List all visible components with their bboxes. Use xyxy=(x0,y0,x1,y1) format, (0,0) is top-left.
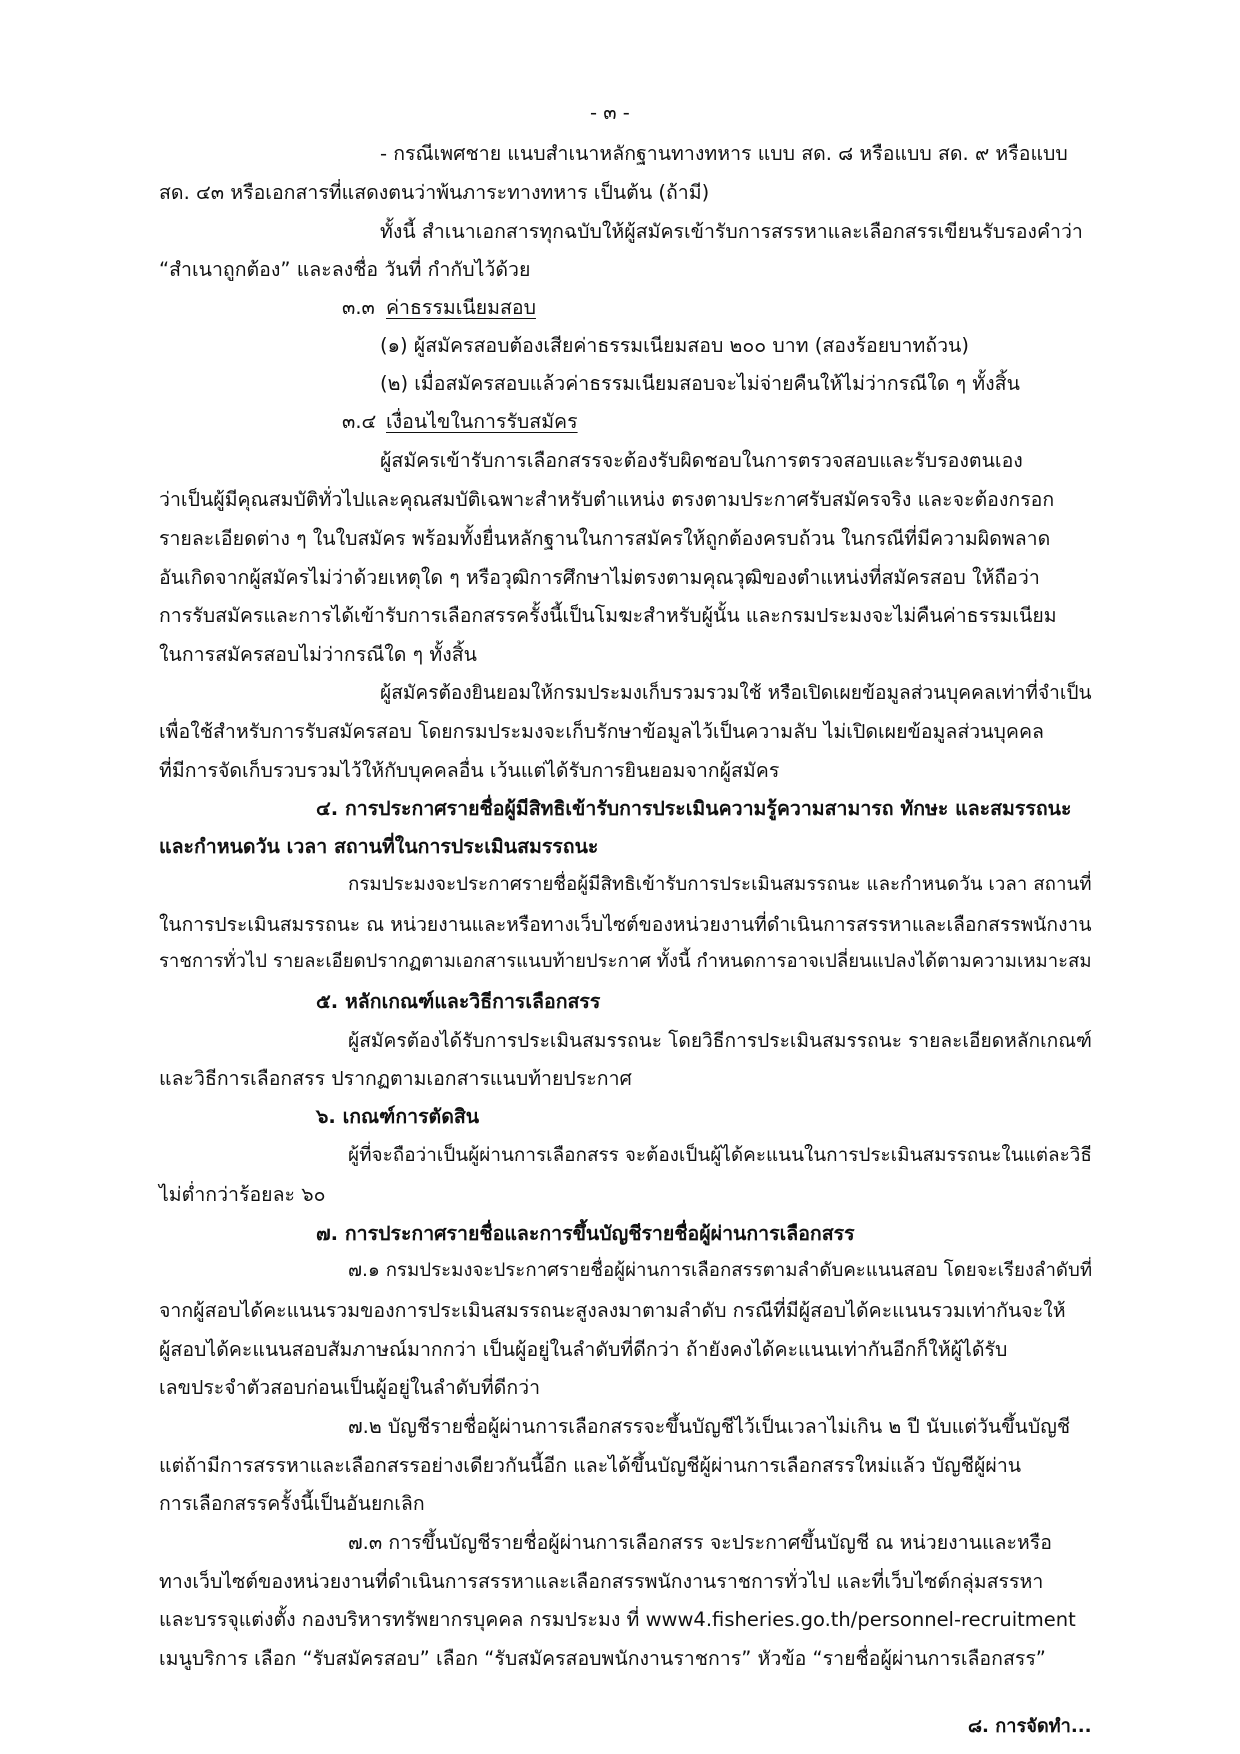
conditions-para-line-3: รายละเอียดต่าง ๆ ในใบสมัคร พร้อมทั้งยื่นหลักฐานในการสมัครให้ถูกต้องครบถ้วน ในกรณีที่มีความผิดพลาด xyxy=(159,527,1051,550)
section-7-heading: ๗. การประกาศรายชื่อและการขึ้นบัญชีรายชื่อผู้ผ่านการเลือกสรร xyxy=(316,1222,855,1245)
conditions-para-line-2: ว่าเป็นผู้มีคุณสมบัติทั่วไปและคุณสมบัติเฉพาะสำหรับตำแหน่ง ตรงตามประกาศรับสมัครจริง และจะต้องกรอก xyxy=(159,488,1055,511)
privacy-para-line-2: เพื่อใช้สำหรับการรับสมัครสอบ โดยกรมประมงจะเก็บรักษาข้อมูลไว้เป็นความลับ ไม่เปิดเผยข้อมูลส่วนบุคคล xyxy=(159,720,1044,743)
conditions-para-line-5: การรับสมัครและการได้เข้ารับการเลือกสรรครั้งนี้เป็นโมฆะสำหรับผู้นั้น และกรมประมงจะไม่คืนค่าธรรมเนียม xyxy=(159,604,1057,627)
section-7-3-line-3: และบรรจุแต่งตั้ง กองบริหารทรัพยากรบุคคล กรมประมง ที่ www4.fisheries.go.th/personnel-recruitment xyxy=(159,1608,1076,1631)
fee-item-1: (๑) ผู้สมัครสอบต้องเสียค่าธรรมเนียมสอบ ๒๐๐ บาท (สองร้อยบาทถ้วน) xyxy=(380,334,969,357)
section-7-3-line-1: ๗.๓ การขึ้นบัญชีรายชื่อผู้ผ่านการเลือกสรร จะประกาศขึ้นบัญชี ณ หน่วยงานและหรือ xyxy=(348,1531,1052,1554)
privacy-para-line-3: ที่มีการจัดเก็บรวบรวมไว้ให้กับบุคคลอื่น เว้นแต่ได้รับการยินยอมจากผู้สมัคร xyxy=(159,759,780,782)
privacy-para-line-1: ผู้สมัครต้องยินยอมให้กรมประมงเก็บรวมรวมใช้ หรือเปิดเผยข้อมูลส่วนบุคคลเท่าที่จำเป็น xyxy=(380,681,1092,704)
section-7-2-line-2: แต่ถ้ามีการสรรหาและเลือกสรรอย่างเดียวกันนี้อีก และได้ขึ้นบัญชีผู้ผ่านการเลือกสรรใหม่แล้ว บัญชีผู้ผ่าน xyxy=(159,1454,1022,1477)
conditions-para-line-4: อันเกิดจากผู้สมัครไม่ว่าด้วยเหตุใด ๆ หรือวุฒิการศึกษาไม่ตรงตามคุณวุฒิของตำแหน่งที่สมัครสอบ ให้ถือว่า xyxy=(159,566,1040,589)
section-6-body-line-1: ผู้ที่จะถือว่าเป็นผู้ผ่านการเลือกสรร จะต้องเป็นผู้ได้คะแนนในการประเมินสมรรถนะในแต่ละวิธี xyxy=(348,1144,1092,1166)
section-7-3-line-4: เมนูบริการ เลือก “รับสมัครสอบ” เลือก “รับสมัครสอบพนักงานราชการ” หัวข้อ “รายชื่อผู้ผ่านการเลือกสรร” xyxy=(159,1647,1046,1670)
section-4-body-line-1: กรมประมงจะประกาศรายชื่อผู้มีสิทธิเข้ารับการประเมินสมรรถนะ และกำหนดวัน เวลา สถานที่ xyxy=(348,874,1092,895)
section-7-1-line-2: จากผู้สอบได้คะแนนรวมของการประเมินสมรรถนะสูงลงมาตามลำดับ กรณีที่มีผู้สอบได้คะแนนรวมเท่ากันจะให้ xyxy=(159,1299,1066,1322)
section-3-3-number: ๓.๓ xyxy=(342,296,375,319)
military-doc-line-1: - กรณีเพศชาย แนบสำเนาหลักฐานทางทหาร แบบ สด. ๘ หรือแบบ สด. ๙ หรือแบบ xyxy=(380,142,1068,165)
certify-copy-line-1: ทั้งนี้ สำเนาเอกสารทุกฉบับให้ผู้สมัครเข้ารับการสรรหาและเลือกสรรเขียนรับรองคำว่า xyxy=(380,220,1083,243)
section-7-1-line-1: ๗.๑ กรมประมงจะประกาศรายชื่อผู้ผ่านการเลือกสรรตามลำดับคะแนนสอบ โดยจะเรียงลำดับที่ xyxy=(348,1260,1093,1281)
section-3-3-heading: ค่าธรรมเนียมสอบ xyxy=(386,296,536,319)
section-4-heading-line-1: ๔. การประกาศรายชื่อผู้มีสิทธิเข้ารับการประเมินความรู้ความสามารถ ทักษะ และสมรรถนะ xyxy=(316,797,1072,820)
section-6-heading: ๖. เกณฑ์การตัดสิน xyxy=(316,1105,480,1128)
section-4-body-line-3: ราชการทั่วไป รายละเอียดปรากฏตามเอกสารแนบท้ายประกาศ ทั้งนี้ กำหนดการอาจเปลี่ยนแปลงได้ตามความเหมาะสม xyxy=(159,951,1092,972)
section-5-heading: ๕. หลักเกณฑ์และวิธีการเลือกสรร xyxy=(316,990,601,1013)
section-7-1-line-3: ผู้สอบได้คะแนนสอบสัมภาษณ์มากกว่า เป็นผู้อยู่ในลำดับที่ดีกว่า ถ้ายังคงได้คะแนนเท่ากันอีกก็ให้ผู้ได้รับ xyxy=(159,1338,1008,1361)
section-4-heading-line-2: และกำหนดวัน เวลา สถานที่ในการประเมินสมรรถนะ xyxy=(159,835,599,858)
conditions-para-line-6: ในการสมัครสอบไม่ว่ากรณีใด ๆ ทั้งสิ้น xyxy=(159,643,477,666)
section-4-body-line-2: ในการประเมินสมรรถนะ ณ หน่วยงานและหรือทางเว็บไซต์ของหน่วยงานที่ดำเนินการสรรหาและเลือกสรรพนักงาน xyxy=(159,913,1092,936)
section-5-body-line-1: ผู้สมัครต้องได้รับการประเมินสมรรถนะ โดยวิธีการประเมินสมรรถนะ รายละเอียดหลักเกณฑ์ xyxy=(348,1029,1092,1052)
section-7-2-line-1: ๗.๒ บัญชีรายชื่อผู้ผ่านการเลือกสรรจะขึ้นบัญชีไว้เป็นเวลาไม่เกิน ๒ ปี นับแต่วันขึ้นบัญชี xyxy=(348,1415,1071,1438)
section-7-2-line-3: การเลือกสรรครั้งนี้เป็นอันยกเลิก xyxy=(159,1492,425,1515)
section-7-3-line-2: ทางเว็บไซต์ของหน่วยงานที่ดำเนินการสรรหาและเลือกสรรพนักงานราชการทั่วไป และที่เว็บไซต์กลุ่มสรรหา xyxy=(159,1570,1044,1593)
section-6-body-line-2: ไม่ต่ำกว่าร้อยละ ๖๐ xyxy=(159,1183,326,1206)
section-3-4-number: ๓.๔ xyxy=(342,410,377,433)
section-7-1-line-4: เลขประจำตัวสอบก่อนเป็นผู้อยู่ในลำดับที่ดีกว่า xyxy=(159,1376,541,1399)
next-page-continuation: ๘. การจัดทำ... xyxy=(968,1716,1092,1737)
fee-item-2: (๒) เมื่อสมัครสอบแล้วค่าธรรมเนียมสอบจะไม่จ่ายคืนให้ไม่ว่ากรณีใด ๆ ทั้งสิ้น xyxy=(380,372,1020,395)
conditions-para-line-1: ผู้สมัครเข้ารับการเลือกสรรจะต้องรับผิดชอบในการตรวจสอบและรับรองตนเอง xyxy=(380,449,1023,472)
page-number: - ๓ - xyxy=(590,101,630,124)
military-doc-line-2: สด. ๔๓ หรือเอกสารที่แสดงตนว่าพ้นภาระทางทหาร เป็นต้น (ถ้ามี) xyxy=(159,181,710,204)
section-5-body-line-2: และวิธีการเลือกสรร ปรากฏตามเอกสารแนบท้ายประกาศ xyxy=(159,1067,632,1090)
certify-copy-line-2: “สำเนาถูกต้อง” และลงชื่อ วันที่ กำกับไว้ด้วย xyxy=(159,258,531,281)
section-3-4-heading: เงื่อนไขในการรับสมัคร xyxy=(386,410,578,433)
